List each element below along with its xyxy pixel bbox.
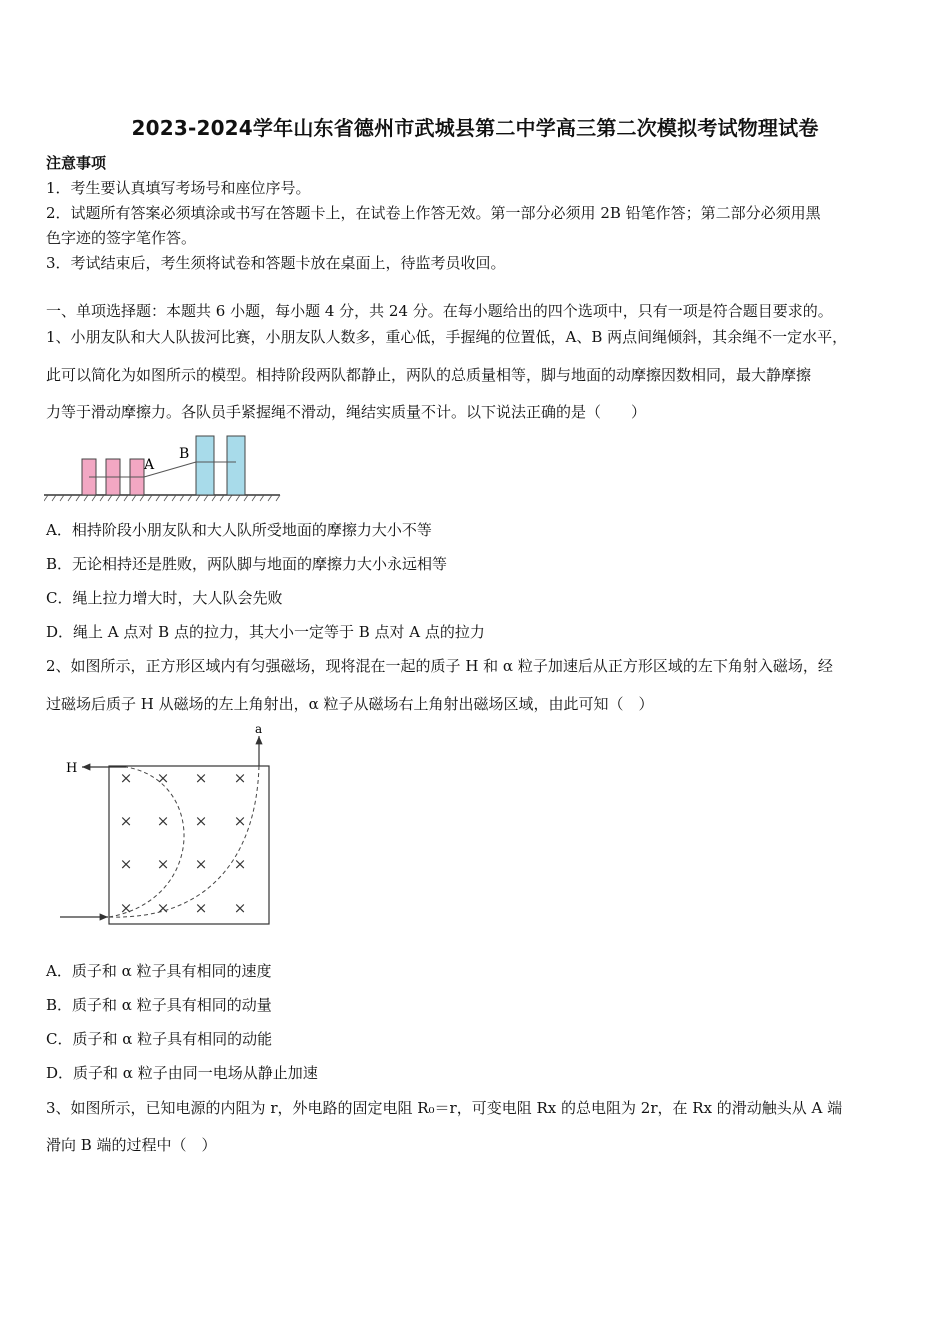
notice-item: 3．考试结束后，考生须将试卷和答题卡放在桌面上，待监考员收回。 (46, 254, 506, 272)
adult-figure (196, 436, 214, 495)
question-3-text: 3、如图所示，已知电源的内阻为 r，外电路的固定电阻 R₀＝r，可变电阻 Rx 的总电阻为 2r，在 Rx 的滑动触头从 A 端 (46, 1099, 843, 1117)
option-c: C．质子和 α 粒子具有相同的动能 (46, 1030, 273, 1048)
option-a: A．相持阶段小朋友队和大人队所受地面的摩擦力大小不等 (46, 521, 432, 539)
field-cross: × (119, 899, 133, 917)
section-heading: 一、单项选择题：本题共 6 小题，每小题 4 分，共 24 分。在每小题给出的四个选项中，只有一项是符合题目要求的。 (46, 302, 833, 320)
notice-item: 1．考生要认真填写考场号和座位序号。 (46, 179, 311, 197)
notice-item: 色字迹的签字笔作答。 (46, 229, 197, 247)
proton-label: H (66, 761, 78, 776)
alpha-label: a (255, 722, 263, 736)
field-cross: × (233, 855, 247, 873)
question-1-text: 此可以简化为如图所示的模型。相持阶段两队都静止，两队的总质量相等，脚与地面的动摩擦因数相同，最大静摩擦 (46, 366, 812, 384)
point-a-label: A (144, 457, 155, 473)
option-d: D．绳上 A 点对 B 点的拉力，其大小一定等于 B 点对 A 点的拉力 (46, 623, 485, 641)
field-cross: × (119, 812, 133, 830)
point-b-label: B (179, 446, 190, 462)
field-cross: × (156, 899, 170, 917)
question-1-text: 1、小朋友队和大人队拔河比赛，小朋友队人数多，重心低，手握绳的位置低，A、B 两点间绳倾斜，其余绳不一定水平， (46, 328, 848, 346)
ground-hatch (44, 495, 280, 501)
option-b: B．质子和 α 粒子具有相同的动量 (46, 996, 272, 1014)
field-cross: × (233, 899, 247, 917)
option-a: A．质子和 α 粒子具有相同的速度 (46, 962, 272, 980)
field-crosses (120, 769, 247, 917)
page-title: 2023-2024学年山东省德州市武城县第二中学高三第二次模拟考试物理试卷 (131, 116, 819, 140)
question-3-text: 滑向 B 端的过程中（ ） (46, 1136, 217, 1154)
field-cross: × (156, 769, 170, 787)
magnetic-field-figure (56, 720, 286, 934)
field-cross: × (194, 899, 208, 917)
field-cross: × (119, 769, 133, 787)
field-cross: × (194, 855, 208, 873)
proton-trajectory (109, 767, 184, 917)
adult-figure (227, 436, 245, 495)
option-d: D．质子和 α 粒子由同一电场从静止加速 (46, 1064, 318, 1082)
notice-heading: 注意事项 (46, 154, 107, 172)
question-1-text: 力等于滑动摩擦力。各队员手紧握绳不滑动，绳结实质量不计。以下说法正确的是（ ） (46, 403, 647, 421)
field-cross: × (233, 812, 247, 830)
field-cross: × (194, 812, 208, 830)
field-cross: × (119, 855, 133, 873)
option-c: C．绳上拉力增大时，大人队会先败 (46, 589, 283, 607)
question-2-text: 2、如图所示，正方形区域内有匀强磁场，现将混在一起的质子 H 和 α 粒子加速后从正方形区域的左下角射入磁场，经 (46, 657, 833, 675)
tug-of-war-figure (44, 428, 284, 512)
question-2-text: 过磁场后质子 H 从磁场的左上角射出，α 粒子从磁场右上角射出磁场区域，由此可知（ ） (46, 695, 654, 713)
field-cross: × (233, 769, 247, 787)
notice-item: 2．试题所有答案必须填涂或书写在答题卡上，在试卷上作答无效。第一部分必须用 2B 铅笔作答；第二部分必须用黑 (46, 204, 821, 222)
option-b: B．无论相持还是胜败，两队脚与地面的摩擦力大小永远相等 (46, 555, 448, 573)
field-cross: × (156, 855, 170, 873)
field-cross: × (156, 812, 170, 830)
field-cross: × (194, 769, 208, 787)
